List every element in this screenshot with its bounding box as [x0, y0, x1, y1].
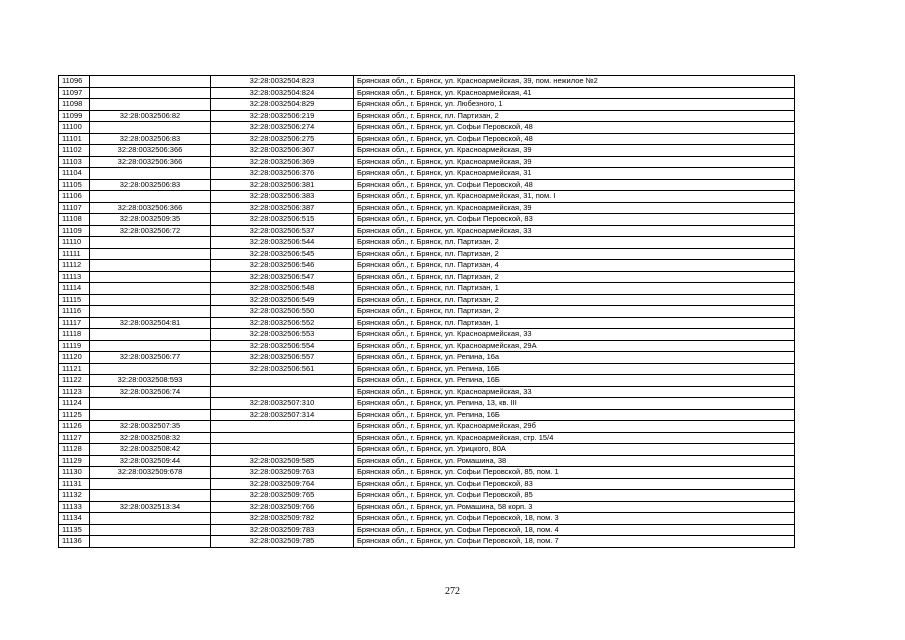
table-row: [59, 87, 795, 99]
object-number-cell: 32:28:0032504:824: [211, 87, 354, 99]
row-number-cell: 11105: [59, 179, 90, 191]
parcel-number-cell: [90, 191, 211, 203]
table-row: [59, 306, 795, 318]
table-row: [59, 513, 795, 525]
object-number-cell: 32:28:0032506:548: [211, 283, 354, 295]
table-row: [59, 398, 795, 410]
object-number-cell: 32:28:0032506:275: [211, 133, 354, 145]
row-number-cell: 11122: [59, 375, 90, 387]
address-cell: Брянская обл., г. Брянск, пл. Партизан, 1: [354, 283, 795, 295]
table-row: [59, 478, 795, 490]
parcel-number-cell: [90, 513, 211, 525]
address-cell: Брянская обл., г. Брянск, ул. Красноармейская, 39, пом. нежилое №2: [354, 76, 795, 88]
object-number-cell: 32:28:0032504:829: [211, 99, 354, 111]
address-cell: Брянская обл., г. Брянск, пл. Партизан, 2: [354, 110, 795, 122]
parcel-number-cell: 32:28:0032506:366: [90, 202, 211, 214]
row-number-cell: 11116: [59, 306, 90, 318]
row-number-cell: 11115: [59, 294, 90, 306]
parcel-number-cell: 32:28:0032506:77: [90, 352, 211, 364]
table-row: [59, 179, 795, 191]
address-cell: Брянская обл., г. Брянск, ул. Красноармейская, 33: [354, 386, 795, 398]
row-number-cell: 11118: [59, 329, 90, 341]
table-row: [59, 145, 795, 157]
row-number-cell: 11128: [59, 444, 90, 456]
object-number-cell: 32:28:0032506:547: [211, 271, 354, 283]
parcel-number-cell: [90, 363, 211, 375]
parcel-number-cell: [90, 478, 211, 490]
object-number-cell: 32:28:0032506:549: [211, 294, 354, 306]
row-number-cell: 11110: [59, 237, 90, 249]
parcel-number-cell: [90, 340, 211, 352]
object-number-cell: 32:28:0032509:766: [211, 501, 354, 513]
parcel-number-cell: 32:28:0032506:74: [90, 386, 211, 398]
object-number-cell: 32:28:0032506:369: [211, 156, 354, 168]
object-number-cell: 32:28:0032509:783: [211, 524, 354, 536]
address-cell: Брянская обл., г. Брянск, ул. Софьи Перовской, 83: [354, 214, 795, 226]
address-cell: Брянская обл., г. Брянск, ул. Красноармейская, 33: [354, 225, 795, 237]
object-number-cell: 32:28:0032509:782: [211, 513, 354, 525]
row-number-cell: 11127: [59, 432, 90, 444]
object-number-cell: 32:28:0032506:376: [211, 168, 354, 180]
row-number-cell: 11114: [59, 283, 90, 295]
parcel-number-cell: 32:28:0032513:34: [90, 501, 211, 513]
row-number-cell: 11129: [59, 455, 90, 467]
row-number-cell: 11132: [59, 490, 90, 502]
parcel-number-cell: [90, 294, 211, 306]
table-row: [59, 156, 795, 168]
object-number-cell: 32:28:0032509:785: [211, 536, 354, 548]
row-number-cell: 11108: [59, 214, 90, 226]
parcel-number-cell: [90, 76, 211, 88]
table-row: [59, 168, 795, 180]
table-row: [59, 317, 795, 329]
row-number-cell: 11133: [59, 501, 90, 513]
address-cell: Брянская обл., г. Брянск, ул. Урицкого, 80А: [354, 444, 795, 456]
address-cell: Брянская обл., г. Брянск, ул. Красноармейская, 31: [354, 168, 795, 180]
parcel-number-cell: 32:28:0032504:81: [90, 317, 211, 329]
table-row: [59, 409, 795, 421]
row-number-cell: 11107: [59, 202, 90, 214]
parcel-number-cell: 32:28:0032508:32: [90, 432, 211, 444]
parcel-number-cell: 32:28:0032506:83: [90, 179, 211, 191]
row-number-cell: 11134: [59, 513, 90, 525]
row-number-cell: 11102: [59, 145, 90, 157]
table-row: [59, 421, 795, 433]
table-row: [59, 501, 795, 513]
address-cell: Брянская обл., г. Брянск, ул. Красноармейская, 29б: [354, 421, 795, 433]
object-number-cell: [211, 444, 354, 456]
row-number-cell: 11106: [59, 191, 90, 203]
row-number-cell: 11130: [59, 467, 90, 479]
object-number-cell: 32:28:0032506:546: [211, 260, 354, 272]
address-cell: Брянская обл., г. Брянск, пл. Партизан, 2: [354, 306, 795, 318]
table-row: [59, 248, 795, 260]
parcel-number-cell: [90, 99, 211, 111]
object-number-cell: [211, 432, 354, 444]
address-cell: Брянская обл., г. Брянск, пл. Партизан, 1: [354, 317, 795, 329]
row-number-cell: 11112: [59, 260, 90, 272]
address-cell: Брянская обл., г. Брянск, ул. Ромашина, 38: [354, 455, 795, 467]
object-number-cell: 32:28:0032507:314: [211, 409, 354, 421]
table-row: [59, 133, 795, 145]
table-row: [59, 191, 795, 203]
page-number: 272: [445, 586, 460, 597]
address-cell: Брянская обл., г. Брянск, ул. Красноармейская, стр. 15/4: [354, 432, 795, 444]
parcel-number-cell: 32:28:0032508:593: [90, 375, 211, 387]
address-cell: Брянская обл., г. Брянск, ул. Репина, 16Б: [354, 375, 795, 387]
object-number-cell: 32:28:0032506:561: [211, 363, 354, 375]
address-cell: Брянская обл., г. Брянск, ул. Софьи Перовской, 83: [354, 478, 795, 490]
table-row: [59, 386, 795, 398]
address-cell: Брянская обл., г. Брянск, ул. Красноармейская, 39: [354, 145, 795, 157]
parcel-number-cell: [90, 260, 211, 272]
row-number-cell: 11100: [59, 122, 90, 134]
table-row: [59, 122, 795, 134]
address-cell: Брянская обл., г. Брянск, ул. Софьи Перовской, 48: [354, 133, 795, 145]
row-number-cell: 11113: [59, 271, 90, 283]
table-row: [59, 214, 795, 226]
object-number-cell: 32:28:0032509:763: [211, 467, 354, 479]
parcel-number-cell: [90, 524, 211, 536]
address-cell: Брянская обл., г. Брянск, ул. Красноармейская, 39: [354, 202, 795, 214]
row-number-cell: 11120: [59, 352, 90, 364]
parcel-number-cell: [90, 306, 211, 318]
object-number-cell: 32:28:0032509:765: [211, 490, 354, 502]
row-number-cell: 11111: [59, 248, 90, 260]
table-row: [59, 455, 795, 467]
address-cell: Брянская обл., г. Брянск, ул. Ромашина, 58 корп. 3: [354, 501, 795, 513]
parcel-number-cell: [90, 168, 211, 180]
address-cell: Брянская обл., г. Брянск, пл. Партизан, 2: [354, 248, 795, 260]
object-number-cell: 32:28:0032506:367: [211, 145, 354, 157]
row-number-cell: 11123: [59, 386, 90, 398]
object-number-cell: 32:28:0032506:274: [211, 122, 354, 134]
address-cell: Брянская обл., г. Брянск, пл. Партизан, 2: [354, 294, 795, 306]
row-number-cell: 11104: [59, 168, 90, 180]
address-cell: Брянская обл., г. Брянск, ул. Любезного, 1: [354, 99, 795, 111]
object-number-cell: 32:28:0032506:387: [211, 202, 354, 214]
row-number-cell: 11096: [59, 76, 90, 88]
table-row: [59, 524, 795, 536]
object-number-cell: 32:28:0032506:553: [211, 329, 354, 341]
parcel-number-cell: 32:28:0032506:366: [90, 145, 211, 157]
table-row: [59, 467, 795, 479]
parcel-number-cell: [90, 398, 211, 410]
object-number-cell: 32:28:0032507:310: [211, 398, 354, 410]
address-cell: Брянская обл., г. Брянск, пл. Партизан, 2: [354, 271, 795, 283]
parcel-number-cell: 32:28:0032507:35: [90, 421, 211, 433]
address-cell: Брянская обл., г. Брянск, ул. Софьи Перовской, 85, пом. 1: [354, 467, 795, 479]
address-cell: Брянская обл., г. Брянск, пл. Партизан, 2: [354, 237, 795, 249]
parcel-number-cell: 32:28:0032506:82: [90, 110, 211, 122]
row-number-cell: 11124: [59, 398, 90, 410]
table-row: [59, 271, 795, 283]
table-row: [59, 444, 795, 456]
table-row: [59, 110, 795, 122]
object-number-cell: [211, 421, 354, 433]
address-cell: Брянская обл., г. Брянск, ул. Софьи Перовской, 48: [354, 122, 795, 134]
row-number-cell: 11135: [59, 524, 90, 536]
table-row: [59, 352, 795, 364]
row-number-cell: 11117: [59, 317, 90, 329]
parcel-number-cell: [90, 237, 211, 249]
parcel-number-cell: 32:28:0032509:678: [90, 467, 211, 479]
address-cell: Брянская обл., г. Брянск, ул. Софьи Перовской, 18, пом. 7: [354, 536, 795, 548]
object-number-cell: 32:28:0032506:219: [211, 110, 354, 122]
parcel-number-cell: [90, 248, 211, 260]
table-row: [59, 260, 795, 272]
table-row: [59, 363, 795, 375]
address-cell: Брянская обл., г. Брянск, ул. Красноармейская, 31, пом. I: [354, 191, 795, 203]
table-row: [59, 294, 795, 306]
object-number-cell: 32:28:0032506:381: [211, 179, 354, 191]
parcel-number-cell: 32:28:0032506:83: [90, 133, 211, 145]
registry-table: [58, 75, 795, 548]
address-cell: Брянская обл., г. Брянск, ул. Красноармейская, 41: [354, 87, 795, 99]
table-row: [59, 329, 795, 341]
table-row: [59, 340, 795, 352]
address-cell: Брянская обл., г. Брянск, ул. Софьи Перовской, 85: [354, 490, 795, 502]
object-number-cell: 32:28:0032506:552: [211, 317, 354, 329]
table-row: [59, 432, 795, 444]
row-number-cell: 11109: [59, 225, 90, 237]
object-number-cell: 32:28:0032506:515: [211, 214, 354, 226]
row-number-cell: 11136: [59, 536, 90, 548]
table-row: [59, 375, 795, 387]
parcel-number-cell: 32:28:0032506:72: [90, 225, 211, 237]
object-number-cell: 32:28:0032509:585: [211, 455, 354, 467]
address-cell: Брянская обл., г. Брянск, ул. Софьи Перовской, 18, пом. 4: [354, 524, 795, 536]
parcel-number-cell: [90, 122, 211, 134]
object-number-cell: 32:28:0032504:823: [211, 76, 354, 88]
row-number-cell: 11103: [59, 156, 90, 168]
address-cell: Брянская обл., г. Брянск, ул. Красноармейская, 29А: [354, 340, 795, 352]
address-cell: Брянская обл., г. Брянск, ул. Репина, 16Б: [354, 363, 795, 375]
object-number-cell: 32:28:0032509:764: [211, 478, 354, 490]
parcel-number-cell: [90, 409, 211, 421]
table-row: [59, 490, 795, 502]
address-cell: Брянская обл., г. Брянск, ул. Репина, 16а: [354, 352, 795, 364]
table-row: [59, 225, 795, 237]
table-row: [59, 99, 795, 111]
row-number-cell: 11126: [59, 421, 90, 433]
address-cell: Брянская обл., г. Брянск, ул. Красноармейская, 33: [354, 329, 795, 341]
row-number-cell: 11098: [59, 99, 90, 111]
table-row: [59, 202, 795, 214]
parcel-number-cell: 32:28:0032509:35: [90, 214, 211, 226]
row-number-cell: 11099: [59, 110, 90, 122]
address-cell: Брянская обл., г. Брянск, ул. Репина, 16Б: [354, 409, 795, 421]
parcel-number-cell: [90, 271, 211, 283]
table-row: [59, 237, 795, 249]
address-cell: Брянская обл., г. Брянск, ул. Софьи Перовской, 48: [354, 179, 795, 191]
parcel-number-cell: 32:28:0032509:44: [90, 455, 211, 467]
object-number-cell: 32:28:0032506:545: [211, 248, 354, 260]
object-number-cell: 32:28:0032506:537: [211, 225, 354, 237]
row-number-cell: 11121: [59, 363, 90, 375]
table-row: [59, 536, 795, 548]
table-row: [59, 283, 795, 295]
address-cell: Брянская обл., г. Брянск, ул. Софьи Перовской, 18, пом. 3: [354, 513, 795, 525]
parcel-number-cell: 32:28:0032508:42: [90, 444, 211, 456]
address-cell: Брянская обл., г. Брянск, ул. Красноармейская, 39: [354, 156, 795, 168]
parcel-number-cell: [90, 283, 211, 295]
address-cell: Брянская обл., г. Брянск, ул. Репина, 13, кв. III: [354, 398, 795, 410]
address-cell: Брянская обл., г. Брянск, пл. Партизан, 4: [354, 260, 795, 272]
parcel-number-cell: [90, 490, 211, 502]
row-number-cell: 11097: [59, 87, 90, 99]
parcel-number-cell: [90, 329, 211, 341]
row-number-cell: 11125: [59, 409, 90, 421]
object-number-cell: 32:28:0032506:550: [211, 306, 354, 318]
object-number-cell: 32:28:0032506:544: [211, 237, 354, 249]
parcel-number-cell: 32:28:0032506:366: [90, 156, 211, 168]
row-number-cell: 11101: [59, 133, 90, 145]
parcel-number-cell: [90, 536, 211, 548]
registry-table-body: [59, 76, 795, 548]
parcel-number-cell: [90, 87, 211, 99]
object-number-cell: [211, 375, 354, 387]
row-number-cell: 11119: [59, 340, 90, 352]
object-number-cell: 32:28:0032506:383: [211, 191, 354, 203]
object-number-cell: 32:28:0032506:554: [211, 340, 354, 352]
object-number-cell: 32:28:0032506:557: [211, 352, 354, 364]
row-number-cell: 11131: [59, 478, 90, 490]
table-row: [59, 76, 795, 88]
object-number-cell: [211, 386, 354, 398]
